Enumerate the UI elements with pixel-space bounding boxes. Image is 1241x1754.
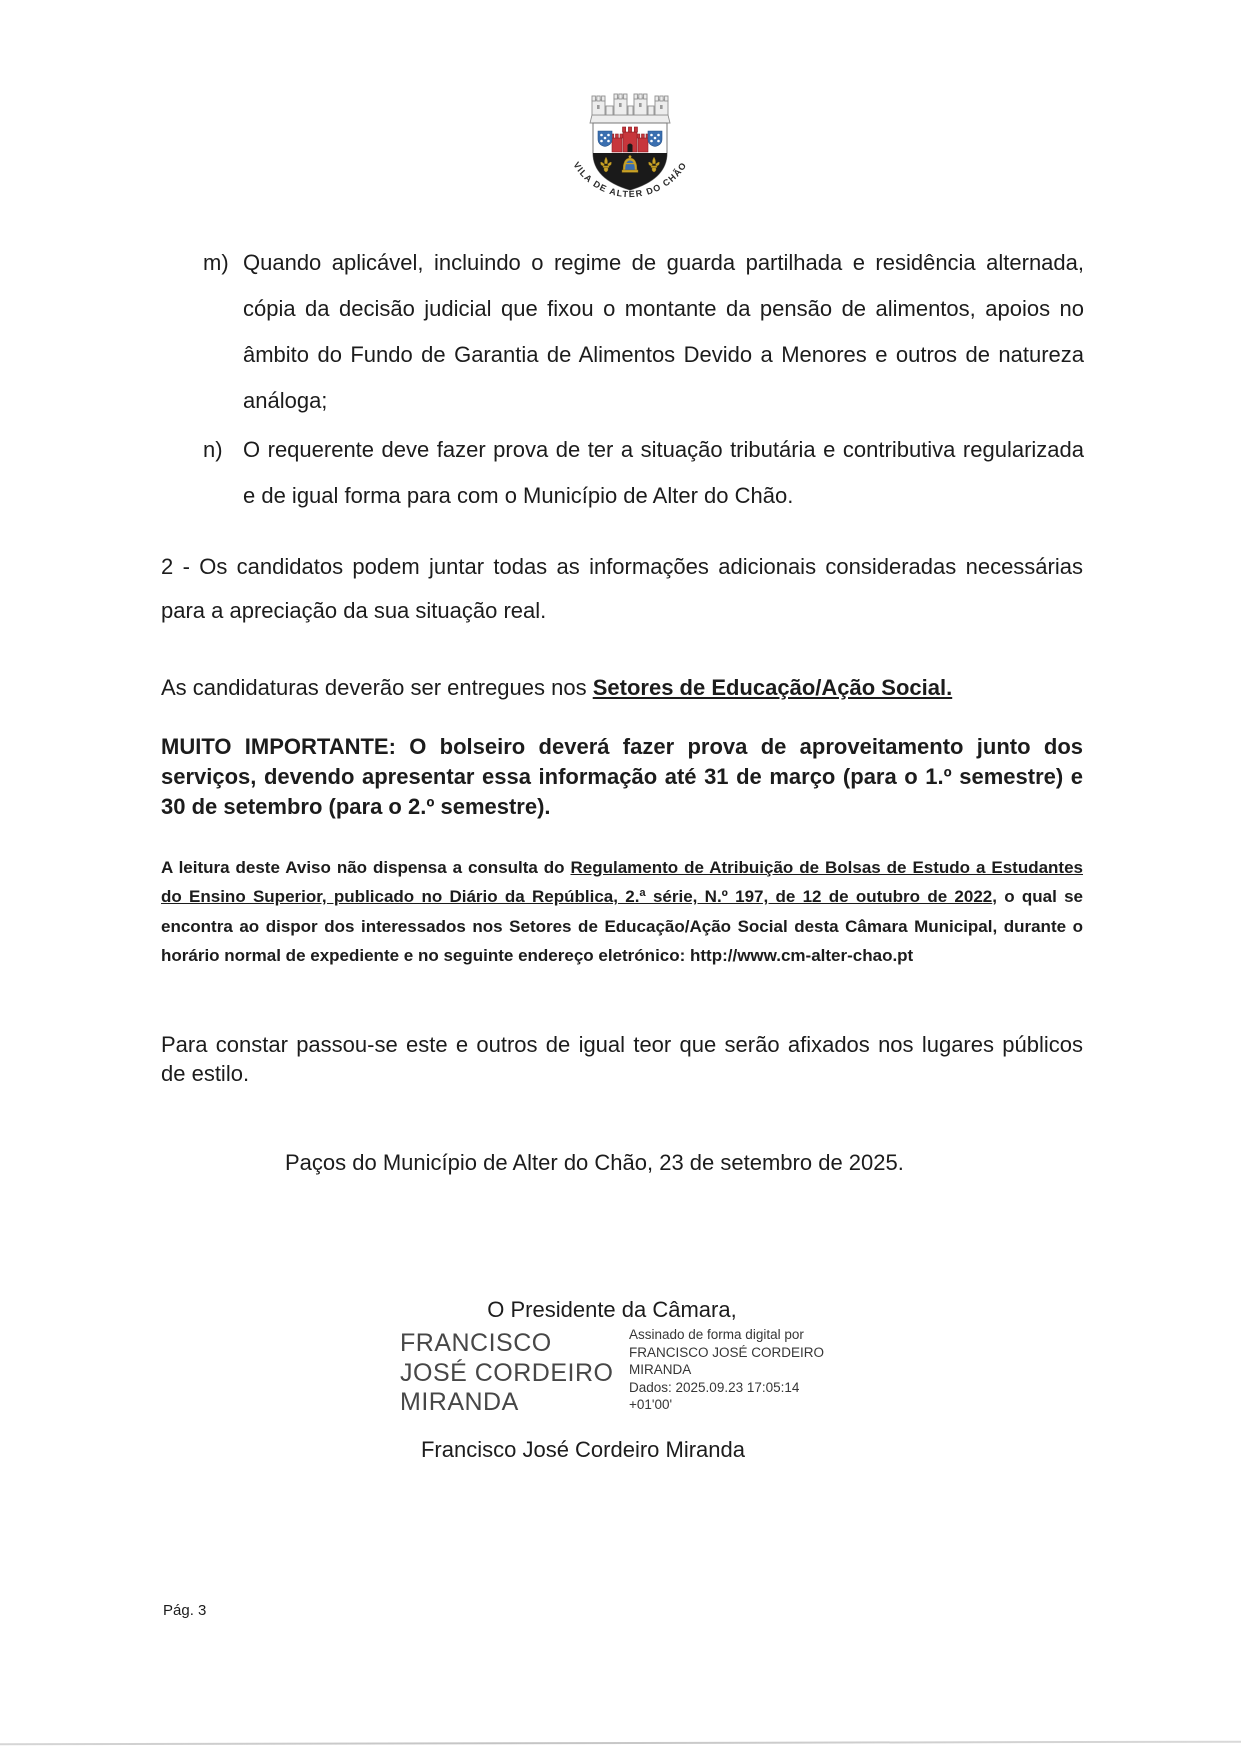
mural-crown — [590, 94, 670, 123]
signature-title: O Presidente da Câmara, — [487, 1297, 737, 1322]
delivery-highlight: Setores de Educação/Ação Social. — [592, 675, 953, 700]
paragraph-delivery — [161, 666, 1121, 710]
signature-printed-name: Francisco José Cordeiro Miranda — [420, 1437, 746, 1462]
paragraph-closing: Para constar passou-se este e outros de igual teor que serão afixados nos lugares públicos de estilo. — [161, 1032, 1083, 1086]
castle-door — [628, 144, 633, 153]
regulation-suffix: , o qual se encontra ao dispor dos interessados nos Setores de Educação/Ação Social desta Câmara Municipal, durante o horário normal de expediente e no seguinte endereço eletrónico: http://www.cm-alter-chao.pt — [161, 887, 1083, 965]
digital-signature-stamp — [400, 1326, 860, 1418]
list-item-text: Quando aplicável, incluindo o regime de guarda partilhada e residência alternada, cópia da decisão judicial que fixou o montante da pensão de alimentos, apoios no âmbito do Fundo de Garantia de Alimentos Devido a Menores e outros de natureza análoga; — [243, 250, 1084, 413]
regulation-prefix: A leitura deste Aviso não dispensa a consulta do — [161, 858, 571, 877]
stamp-details — [629, 1326, 849, 1418]
coat-of-arms — [566, 90, 694, 214]
escutcheon-left — [598, 131, 612, 147]
regulation-reference: Regulamento de Atribuição de Bolsas de Estudo a Estudantes do Ensino Superior, publicado no Diário da República, 2.ª série, N.º 197, de 12 de outubro de 2022 — [161, 858, 1083, 907]
stamp-detail-line: FRANCISCO JOSÉ CORDEIRO — [629, 1344, 825, 1360]
page-number-label: Pág. 3 — [163, 1602, 207, 1619]
list-item-text: O requerente deve fazer prova de ter a situação tributária e contributiva regularizada e de igual forma para com o Município de Alter do Chão. — [243, 437, 1084, 508]
scan-artifact-line — [0, 1741, 1241, 1746]
stamp-detail-line: Dados: 2025.09.23 17:05:14 — [629, 1379, 800, 1395]
escutcheon-right — [648, 131, 662, 147]
paragraph-additional-info: 2 - Os candidatos podem juntar todas as informações adicionais consideradas necessárias para a apreciação da sua situação real. — [161, 554, 1083, 623]
place-date-line: Paços do Município de Alter do Chão, 23 de setembro de 2025. — [285, 1150, 904, 1175]
stamp-detail-line: Assinado de forma digital por — [629, 1327, 804, 1342]
delivery-prefix: As candidaturas deverão ser entregues nos — [161, 675, 593, 700]
paragraph-important-notice: MUITO IMPORTANTE: O bolseiro deverá fazer prova de aproveitamento junto dos serviços, devendo apresentar essa informação até 31 de março (para o 1.º semestre) e 30 de setembro (para o 2.º semestre). — [161, 734, 1083, 819]
stamp-detail-line: +01'00' — [629, 1397, 673, 1412]
paragraph-regulation-note — [161, 853, 1083, 970]
list-marker: m) — [203, 250, 229, 275]
stamp-signer-name: FRANCISCO JOSÉ CORDEIRO MIRANDA — [400, 1329, 614, 1416]
coat-of-arms-graphic — [566, 90, 694, 214]
list-item-n — [203, 427, 1084, 519]
stamp-detail-line: MIRANDA — [629, 1362, 692, 1377]
coat-of-arms-caption: VILA DE ALTER DO CHÃO — [571, 160, 689, 200]
list-marker: n) — [203, 437, 223, 462]
list-item-m — [203, 240, 1084, 424]
